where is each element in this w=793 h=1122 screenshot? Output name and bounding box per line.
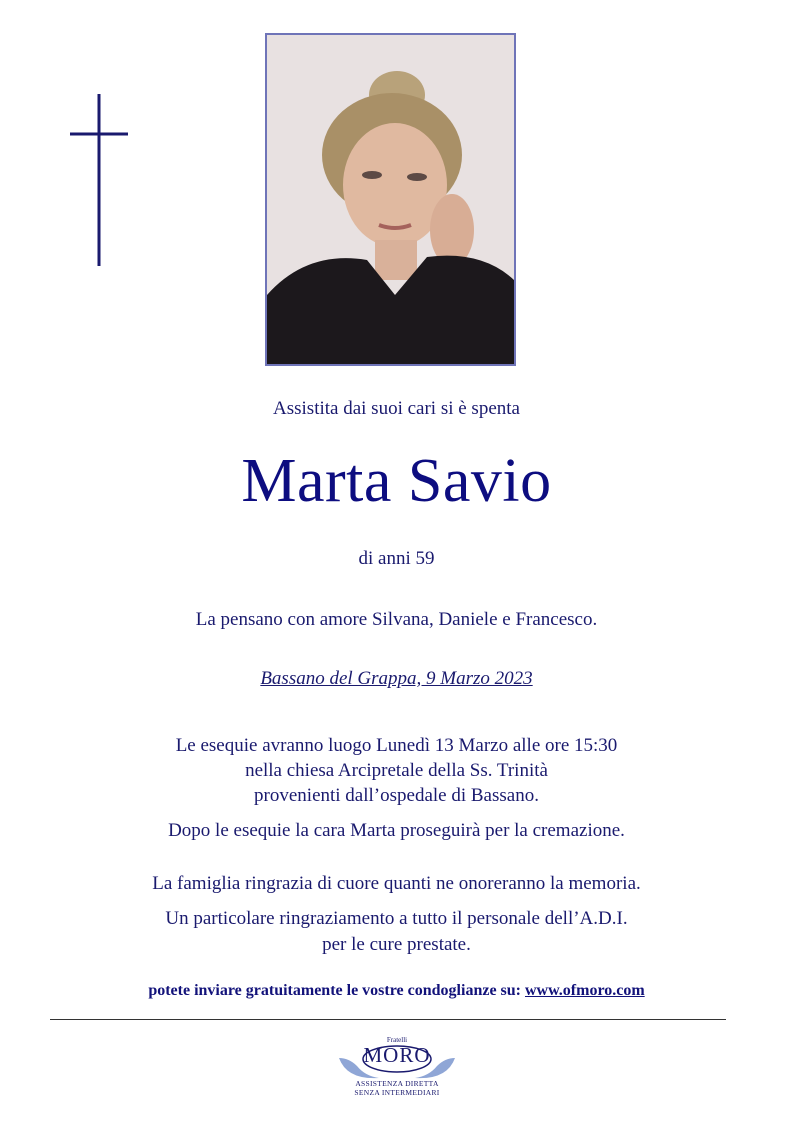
thanks-staff-line: Un particolare ringraziamento a tutto il personale dell’A.D.I. xyxy=(165,908,628,929)
funeral-line: nella chiesa Arcipretale della Ss. Trinità xyxy=(245,760,548,781)
divider xyxy=(50,1019,726,1020)
place-date-text: Bassano del Grappa, 9 Marzo 2023 xyxy=(260,668,533,689)
condolences-link[interactable]: www.ofmoro.com xyxy=(525,982,645,999)
logo-subtitle: ASSISTENZA DIRETTA xyxy=(355,1079,439,1088)
condolences-text: potete inviare gratuitamente le vostre condoglianze su: xyxy=(148,982,525,999)
after-funeral-text: Dopo le esequie la cara Marta proseguirà per la cremazione. xyxy=(168,820,625,841)
deceased-name: Marta Savio xyxy=(241,447,552,515)
portrait-photo xyxy=(265,33,516,366)
funeral-home-logo xyxy=(335,1036,459,1102)
age-text: di anni 59 xyxy=(358,548,435,569)
thanks-family-text: La famiglia ringrazia di cuore quanti ne onoreranno la memoria. xyxy=(152,873,641,894)
logo-brand: MORO xyxy=(363,1043,431,1067)
condolences-note xyxy=(0,982,793,1000)
family-text: La pensano con amore Silvana, Daniele e Francesco. xyxy=(195,609,598,630)
intro-text: Assistita dai suoi cari si è spenta xyxy=(273,398,520,419)
funeral-line: Le esequie avranno luogo Lunedì 13 Marzo alle ore 15:30 xyxy=(175,735,618,756)
place-date xyxy=(0,668,793,690)
logo-small-text: Fratelli xyxy=(386,1036,408,1044)
funeral-line: provenienti dall’ospedale di Bassano. xyxy=(254,785,539,806)
cross-icon xyxy=(68,94,130,266)
logo-subtitle: SENZA INTERMEDIARI xyxy=(354,1088,440,1097)
thanks-staff-line: per le cure prestate. xyxy=(322,934,471,955)
